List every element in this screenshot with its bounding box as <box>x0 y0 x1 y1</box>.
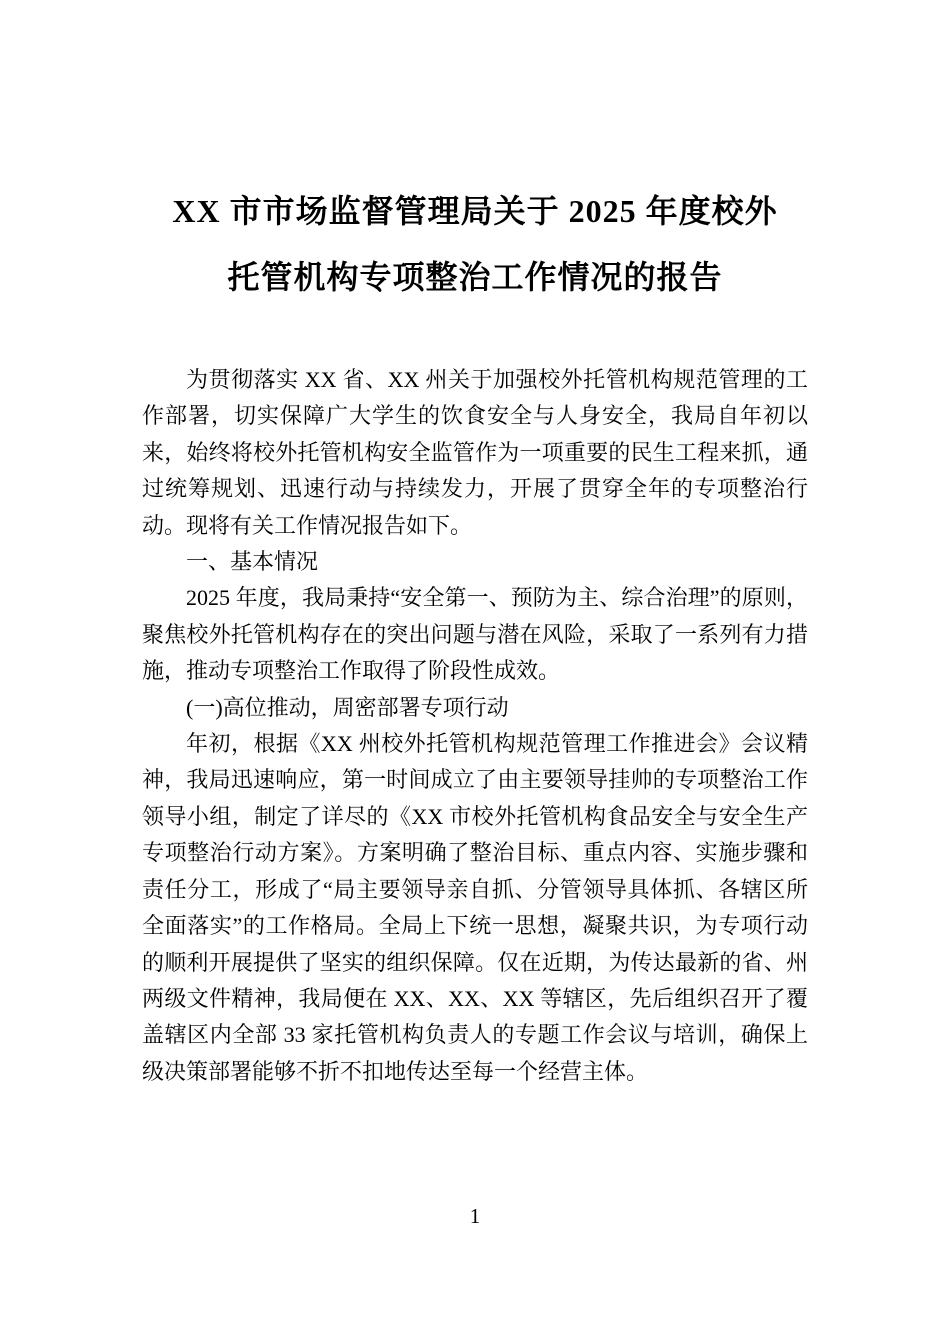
document-title-line-1: XX 市市场监督管理局关于 2025 年度校外 <box>172 193 778 229</box>
subsection-heading-deployment: (一)高位推动，周密部署专项行动 <box>186 694 509 720</box>
section-heading-basic-situation: 一、基本情况 <box>186 549 319 575</box>
document-title <box>142 178 808 310</box>
paragraph-intro: 为贯彻落实 XX 省、XX 州关于加强校外托管机构规范管理的工作部署，切实保障广大学生的饮食安全与人身安全，我局自年初以来，始终将校外托管机构安全监管作为一项重要的民生工程来抓，通过统筹规划、迅速行动与持续发力，开展了贯穿全年的专项整治行动。现将有关工作情况报告如下。 <box>142 367 808 538</box>
page-number: 1 <box>469 1204 481 1228</box>
document-body <box>142 362 808 1090</box>
paragraph-deployment-detail: 年初，根据《XX 州校外托管机构规范管理工作推进会》会议精神，我局迅速响应，第一时间成立了由主要领导挂帅的专项整治工作领导小组，制定了详尽的《XX 市校外托管机构食品安全与安全生产专项整治行动方案》。方案明确了整治目标、重点内容、实施步骤和责任分工，形成了“局主要领导亲自抓、分管领导具体抓、各辖区所全面落实”的工作格局。全局上下统一思想，凝聚共识，为专项行动的顺利开展提供了坚实的组织保障。仅在近期，为传达最新的省、州两级文件精神，我局便在 XX、XX、XX 等辖区，先后组织召开了覆盖辖区内全部 33 家托管机构负责人的专题工作会议与培训，确保上级决策部署能够不折不扣地传达至每一个经营主体。 <box>142 731 808 1084</box>
paragraph-overview: 2025 年度，我局秉持“安全第一、预防为主、综合治理”的原则，聚焦校外托管机构存在的突出问题与潜在风险，采取了一系列有力措施，推动专项整治工作取得了阶段性成效。 <box>142 585 808 684</box>
document-title-line-2: 托管机构专项整治工作情况的报告 <box>227 259 723 295</box>
